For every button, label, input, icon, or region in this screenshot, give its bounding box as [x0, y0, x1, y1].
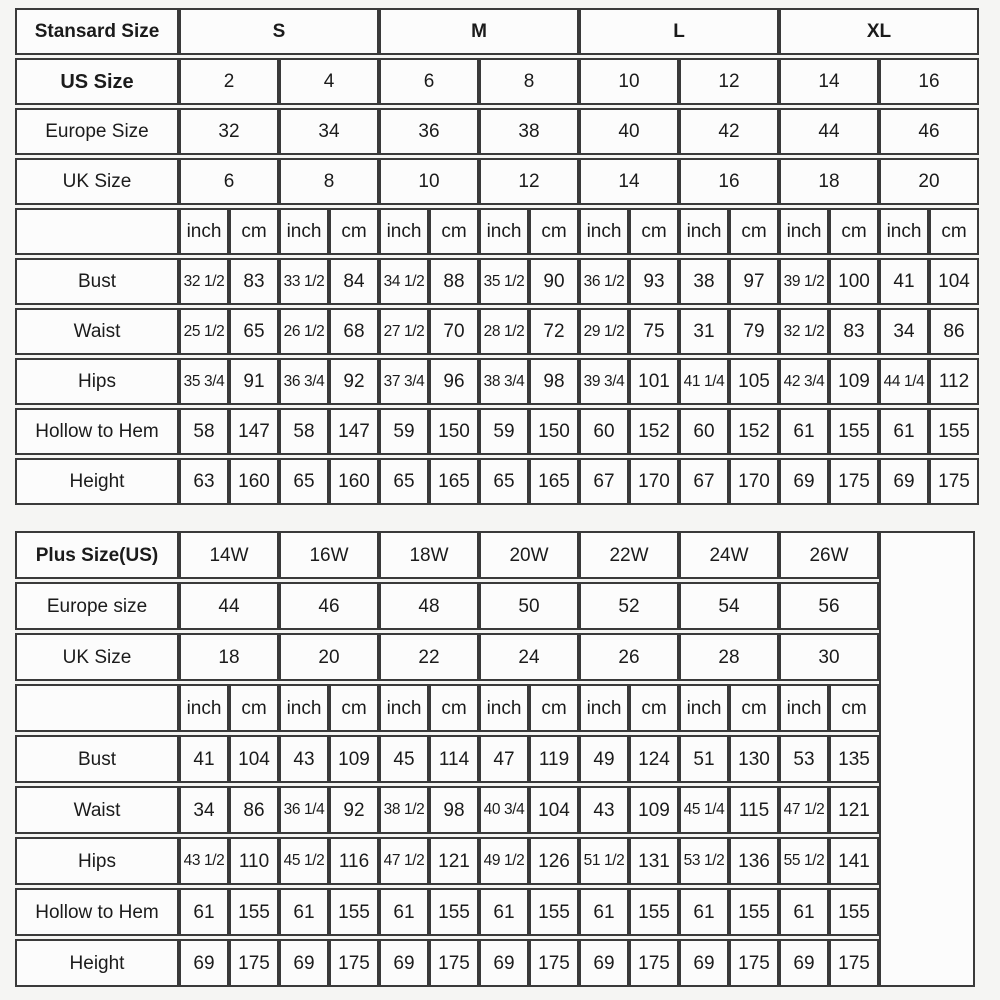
measurement-value-cell: 114 — [429, 735, 479, 783]
size-number-cell: 2 — [179, 58, 279, 105]
measurement-value-cell: 27 1/2 — [379, 308, 429, 355]
unit-header-cell: inch — [279, 684, 329, 732]
measurement-value-cell: 126 — [529, 837, 579, 885]
measurement-value-cell: 115 — [729, 786, 779, 834]
size-number-cell: 12 — [479, 158, 579, 205]
measurement-value-cell: 39 1/2 — [779, 258, 829, 305]
row-label-cell: UK Size — [15, 158, 179, 205]
measurement-value-cell: 124 — [629, 735, 679, 783]
size-number-cell: 52 — [579, 582, 679, 630]
measurement-value-cell: 175 — [729, 939, 779, 987]
measurement-value-cell: 155 — [829, 408, 879, 455]
size-group-cell: 14W — [179, 531, 279, 579]
unit-header-cell: inch — [579, 208, 629, 255]
table-title-cell: Stansard Size — [15, 8, 179, 55]
row-label-cell: Bust — [15, 735, 179, 783]
measurement-value-cell: 65 — [379, 458, 429, 505]
empty-corner-cell — [15, 208, 179, 255]
size-number-cell: 46 — [879, 108, 979, 155]
size-number-cell: 20 — [879, 158, 979, 205]
size-group-cell: M — [379, 8, 579, 55]
size-number-cell: 20 — [279, 633, 379, 681]
measurement-value-cell: 31 — [679, 308, 729, 355]
unit-header-cell: inch — [479, 684, 529, 732]
measurement-value-cell: 86 — [929, 308, 979, 355]
measurement-value-cell: 69 — [579, 939, 629, 987]
measurement-value-cell: 131 — [629, 837, 679, 885]
row-label-cell: Hips — [15, 837, 179, 885]
unit-header-cell: inch — [179, 208, 229, 255]
measurement-value-cell: 26 1/2 — [279, 308, 329, 355]
measurement-value-cell: 100 — [829, 258, 879, 305]
size-number-cell: 42 — [679, 108, 779, 155]
measurement-value-cell: 83 — [829, 308, 879, 355]
size-number-cell: 34 — [279, 108, 379, 155]
measurement-value-cell: 79 — [729, 308, 779, 355]
size-number-cell: 4 — [279, 58, 379, 105]
measurement-value-cell: 28 1/2 — [479, 308, 529, 355]
measurement-value-cell: 155 — [229, 888, 279, 936]
unit-header-cell: inch — [279, 208, 329, 255]
measurement-value-cell: 43 1/2 — [179, 837, 229, 885]
size-number-cell: 18 — [779, 158, 879, 205]
measurement-value-cell: 130 — [729, 735, 779, 783]
unit-header-cell: inch — [579, 684, 629, 732]
row-label-cell: Hips — [15, 358, 179, 405]
measurement-value-cell: 37 3/4 — [379, 358, 429, 405]
unit-header-cell: inch — [679, 208, 729, 255]
measurement-value-cell: 36 3/4 — [279, 358, 329, 405]
unit-header-cell: inch — [879, 208, 929, 255]
row-label-cell: Waist — [15, 308, 179, 355]
measurement-value-cell: 41 — [879, 258, 929, 305]
measurement-value-cell: 104 — [229, 735, 279, 783]
row-label-cell: Bust — [15, 258, 179, 305]
measurement-value-cell: 60 — [679, 408, 729, 455]
unit-header-cell: cm — [229, 684, 279, 732]
measurement-value-cell: 96 — [429, 358, 479, 405]
unit-header-cell: inch — [179, 684, 229, 732]
size-group-cell: 22W — [579, 531, 679, 579]
measurement-value-cell: 150 — [429, 408, 479, 455]
measurement-value-cell: 83 — [229, 258, 279, 305]
measurement-value-cell: 44 1/4 — [879, 358, 929, 405]
measurement-value-cell: 59 — [379, 408, 429, 455]
measurement-value-cell: 98 — [529, 358, 579, 405]
plus-size-table — [15, 528, 975, 990]
measurement-value-cell: 101 — [629, 358, 679, 405]
empty-corner-cell — [15, 684, 179, 732]
measurement-value-cell: 61 — [579, 888, 629, 936]
measurement-value-cell: 136 — [729, 837, 779, 885]
measurement-value-cell: 32 1/2 — [179, 258, 229, 305]
unit-header-cell: inch — [779, 208, 829, 255]
measurement-value-cell: 165 — [429, 458, 479, 505]
measurement-value-cell: 90 — [529, 258, 579, 305]
size-number-cell: 16 — [879, 58, 979, 105]
measurement-value-cell: 67 — [679, 458, 729, 505]
size-number-cell: 38 — [479, 108, 579, 155]
measurement-value-cell: 63 — [179, 458, 229, 505]
unit-header-cell: cm — [629, 684, 679, 732]
size-number-cell: 8 — [479, 58, 579, 105]
measurement-value-cell: 155 — [929, 408, 979, 455]
unit-header-cell: cm — [929, 208, 979, 255]
measurement-value-cell: 170 — [629, 458, 679, 505]
size-number-cell: 6 — [179, 158, 279, 205]
measurement-value-cell: 109 — [829, 358, 879, 405]
measurement-value-cell: 155 — [529, 888, 579, 936]
row-label-cell: Height — [15, 939, 179, 987]
row-label-cell: Height — [15, 458, 179, 505]
unit-header-cell: cm — [829, 208, 879, 255]
size-number-cell: 32 — [179, 108, 279, 155]
measurement-value-cell: 109 — [329, 735, 379, 783]
measurement-value-cell: 92 — [329, 358, 379, 405]
unit-header-cell: cm — [829, 684, 879, 732]
measurement-value-cell: 38 3/4 — [479, 358, 529, 405]
size-number-cell: 6 — [379, 58, 479, 105]
unit-header-cell: cm — [429, 208, 479, 255]
measurement-value-cell: 45 — [379, 735, 429, 783]
measurement-value-cell: 160 — [329, 458, 379, 505]
measurement-value-cell: 70 — [429, 308, 479, 355]
unit-header-cell: cm — [629, 208, 679, 255]
measurement-value-cell: 45 1/2 — [279, 837, 329, 885]
measurement-value-cell: 175 — [529, 939, 579, 987]
measurement-value-cell: 61 — [879, 408, 929, 455]
measurement-value-cell: 121 — [429, 837, 479, 885]
measurement-value-cell: 29 1/2 — [579, 308, 629, 355]
size-number-cell: 46 — [279, 582, 379, 630]
size-group-cell: L — [579, 8, 779, 55]
measurement-value-cell: 36 1/2 — [579, 258, 629, 305]
measurement-value-cell: 175 — [229, 939, 279, 987]
measurement-value-cell: 69 — [379, 939, 429, 987]
measurement-value-cell: 65 — [479, 458, 529, 505]
measurement-value-cell: 93 — [629, 258, 679, 305]
measurement-value-cell: 86 — [229, 786, 279, 834]
measurement-value-cell: 53 — [779, 735, 829, 783]
measurement-value-cell: 72 — [529, 308, 579, 355]
size-number-cell: 54 — [679, 582, 779, 630]
measurement-value-cell: 104 — [929, 258, 979, 305]
size-group-cell: XL — [779, 8, 979, 55]
measurement-value-cell: 175 — [829, 939, 879, 987]
measurement-value-cell: 112 — [929, 358, 979, 405]
measurement-value-cell: 32 1/2 — [779, 308, 829, 355]
measurement-value-cell: 105 — [729, 358, 779, 405]
measurement-value-cell: 175 — [629, 939, 679, 987]
unit-header-cell: cm — [229, 208, 279, 255]
measurement-value-cell: 160 — [229, 458, 279, 505]
size-group-cell: S — [179, 8, 379, 55]
size-number-cell: 40 — [579, 108, 679, 155]
measurement-value-cell: 61 — [179, 888, 229, 936]
unit-header-cell: cm — [329, 208, 379, 255]
plus-size-table-section — [15, 528, 1000, 990]
row-label-cell: Waist — [15, 786, 179, 834]
measurement-value-cell: 69 — [879, 458, 929, 505]
measurement-value-cell: 61 — [279, 888, 329, 936]
measurement-value-cell: 69 — [779, 939, 829, 987]
size-number-cell: 36 — [379, 108, 479, 155]
measurement-value-cell: 147 — [229, 408, 279, 455]
row-label-cell: US Size — [15, 58, 179, 105]
standard-size-table — [15, 5, 979, 508]
measurement-value-cell: 61 — [779, 408, 829, 455]
row-label-cell: Hollow to Hem — [15, 408, 179, 455]
size-number-cell: 30 — [779, 633, 879, 681]
standard-size-table-section — [15, 5, 1000, 508]
measurement-value-cell: 170 — [729, 458, 779, 505]
measurement-value-cell: 34 — [179, 786, 229, 834]
measurement-value-cell: 88 — [429, 258, 479, 305]
unit-header-cell: cm — [729, 684, 779, 732]
measurement-value-cell: 141 — [829, 837, 879, 885]
blank-spacer-cell — [879, 531, 975, 987]
size-number-cell: 12 — [679, 58, 779, 105]
measurement-value-cell: 150 — [529, 408, 579, 455]
measurement-value-cell: 65 — [279, 458, 329, 505]
measurement-value-cell: 75 — [629, 308, 679, 355]
measurement-value-cell: 53 1/2 — [679, 837, 729, 885]
measurement-value-cell: 55 1/2 — [779, 837, 829, 885]
size-number-cell: 8 — [279, 158, 379, 205]
table-title-cell: Plus Size(US) — [15, 531, 179, 579]
measurement-value-cell: 155 — [429, 888, 479, 936]
measurement-value-cell: 61 — [479, 888, 529, 936]
measurement-value-cell: 35 1/2 — [479, 258, 529, 305]
measurement-value-cell: 147 — [329, 408, 379, 455]
measurement-value-cell: 34 — [879, 308, 929, 355]
measurement-value-cell: 35 3/4 — [179, 358, 229, 405]
measurement-value-cell: 175 — [429, 939, 479, 987]
size-group-cell: 18W — [379, 531, 479, 579]
size-number-cell: 22 — [379, 633, 479, 681]
measurement-value-cell: 69 — [679, 939, 729, 987]
row-label-cell: Europe Size — [15, 108, 179, 155]
measurement-value-cell: 41 1/4 — [679, 358, 729, 405]
unit-header-cell: inch — [479, 208, 529, 255]
measurement-value-cell: 98 — [429, 786, 479, 834]
row-label-cell: Hollow to Hem — [15, 888, 179, 936]
measurement-value-cell: 67 — [579, 458, 629, 505]
measurement-value-cell: 61 — [379, 888, 429, 936]
size-number-cell: 16 — [679, 158, 779, 205]
measurement-value-cell: 42 3/4 — [779, 358, 829, 405]
unit-header-cell: cm — [529, 208, 579, 255]
unit-header-cell: inch — [379, 684, 429, 732]
measurement-value-cell: 155 — [629, 888, 679, 936]
measurement-value-cell: 39 3/4 — [579, 358, 629, 405]
measurement-value-cell: 61 — [779, 888, 829, 936]
size-group-cell: 20W — [479, 531, 579, 579]
measurement-value-cell: 59 — [479, 408, 529, 455]
unit-header-cell: cm — [529, 684, 579, 732]
size-number-cell: 24 — [479, 633, 579, 681]
measurement-value-cell: 51 — [679, 735, 729, 783]
measurement-value-cell: 116 — [329, 837, 379, 885]
measurement-value-cell: 97 — [729, 258, 779, 305]
size-number-cell: 48 — [379, 582, 479, 630]
size-number-cell: 18 — [179, 633, 279, 681]
measurement-value-cell: 61 — [679, 888, 729, 936]
size-number-cell: 26 — [579, 633, 679, 681]
measurement-value-cell: 109 — [629, 786, 679, 834]
measurement-value-cell: 104 — [529, 786, 579, 834]
unit-header-cell: inch — [779, 684, 829, 732]
measurement-value-cell: 33 1/2 — [279, 258, 329, 305]
measurement-value-cell: 51 1/2 — [579, 837, 629, 885]
measurement-value-cell: 155 — [829, 888, 879, 936]
unit-header-cell: cm — [329, 684, 379, 732]
measurement-value-cell: 69 — [179, 939, 229, 987]
measurement-value-cell: 60 — [579, 408, 629, 455]
size-number-cell: 44 — [779, 108, 879, 155]
unit-header-cell: inch — [679, 684, 729, 732]
size-group-cell: 24W — [679, 531, 779, 579]
measurement-value-cell: 49 — [579, 735, 629, 783]
measurement-value-cell: 43 — [279, 735, 329, 783]
measurement-value-cell: 65 — [229, 308, 279, 355]
measurement-value-cell: 47 — [479, 735, 529, 783]
measurement-value-cell: 69 — [779, 458, 829, 505]
measurement-value-cell: 25 1/2 — [179, 308, 229, 355]
size-number-cell: 50 — [479, 582, 579, 630]
size-number-cell: 44 — [179, 582, 279, 630]
measurement-value-cell: 41 — [179, 735, 229, 783]
measurement-value-cell: 40 3/4 — [479, 786, 529, 834]
measurement-value-cell: 175 — [329, 939, 379, 987]
size-number-cell: 10 — [579, 58, 679, 105]
measurement-value-cell: 84 — [329, 258, 379, 305]
measurement-value-cell: 49 1/2 — [479, 837, 529, 885]
measurement-value-cell: 165 — [529, 458, 579, 505]
unit-header-cell: inch — [379, 208, 429, 255]
measurement-value-cell: 68 — [329, 308, 379, 355]
measurement-value-cell: 58 — [279, 408, 329, 455]
measurement-value-cell: 175 — [829, 458, 879, 505]
measurement-value-cell: 119 — [529, 735, 579, 783]
measurement-value-cell: 92 — [329, 786, 379, 834]
measurement-value-cell: 135 — [829, 735, 879, 783]
measurement-value-cell: 47 1/2 — [379, 837, 429, 885]
row-label-cell: UK Size — [15, 633, 179, 681]
measurement-value-cell: 47 1/2 — [779, 786, 829, 834]
size-number-cell: 28 — [679, 633, 779, 681]
unit-header-cell: cm — [429, 684, 479, 732]
measurement-value-cell: 175 — [929, 458, 979, 505]
measurement-value-cell: 38 — [679, 258, 729, 305]
size-number-cell: 14 — [579, 158, 679, 205]
measurement-value-cell: 34 1/2 — [379, 258, 429, 305]
measurement-value-cell: 58 — [179, 408, 229, 455]
measurement-value-cell: 45 1/4 — [679, 786, 729, 834]
measurement-value-cell: 36 1/4 — [279, 786, 329, 834]
size-group-cell: 26W — [779, 531, 879, 579]
size-group-cell: 16W — [279, 531, 379, 579]
size-number-cell: 14 — [779, 58, 879, 105]
measurement-value-cell: 152 — [729, 408, 779, 455]
measurement-value-cell: 155 — [329, 888, 379, 936]
measurement-value-cell: 69 — [479, 939, 529, 987]
measurement-value-cell: 38 1/2 — [379, 786, 429, 834]
measurement-value-cell: 91 — [229, 358, 279, 405]
measurement-value-cell: 121 — [829, 786, 879, 834]
size-number-cell: 10 — [379, 158, 479, 205]
measurement-value-cell: 110 — [229, 837, 279, 885]
row-label-cell: Europe size — [15, 582, 179, 630]
measurement-value-cell: 69 — [279, 939, 329, 987]
size-number-cell: 56 — [779, 582, 879, 630]
unit-header-cell: cm — [729, 208, 779, 255]
measurement-value-cell: 43 — [579, 786, 629, 834]
measurement-value-cell: 155 — [729, 888, 779, 936]
measurement-value-cell: 152 — [629, 408, 679, 455]
